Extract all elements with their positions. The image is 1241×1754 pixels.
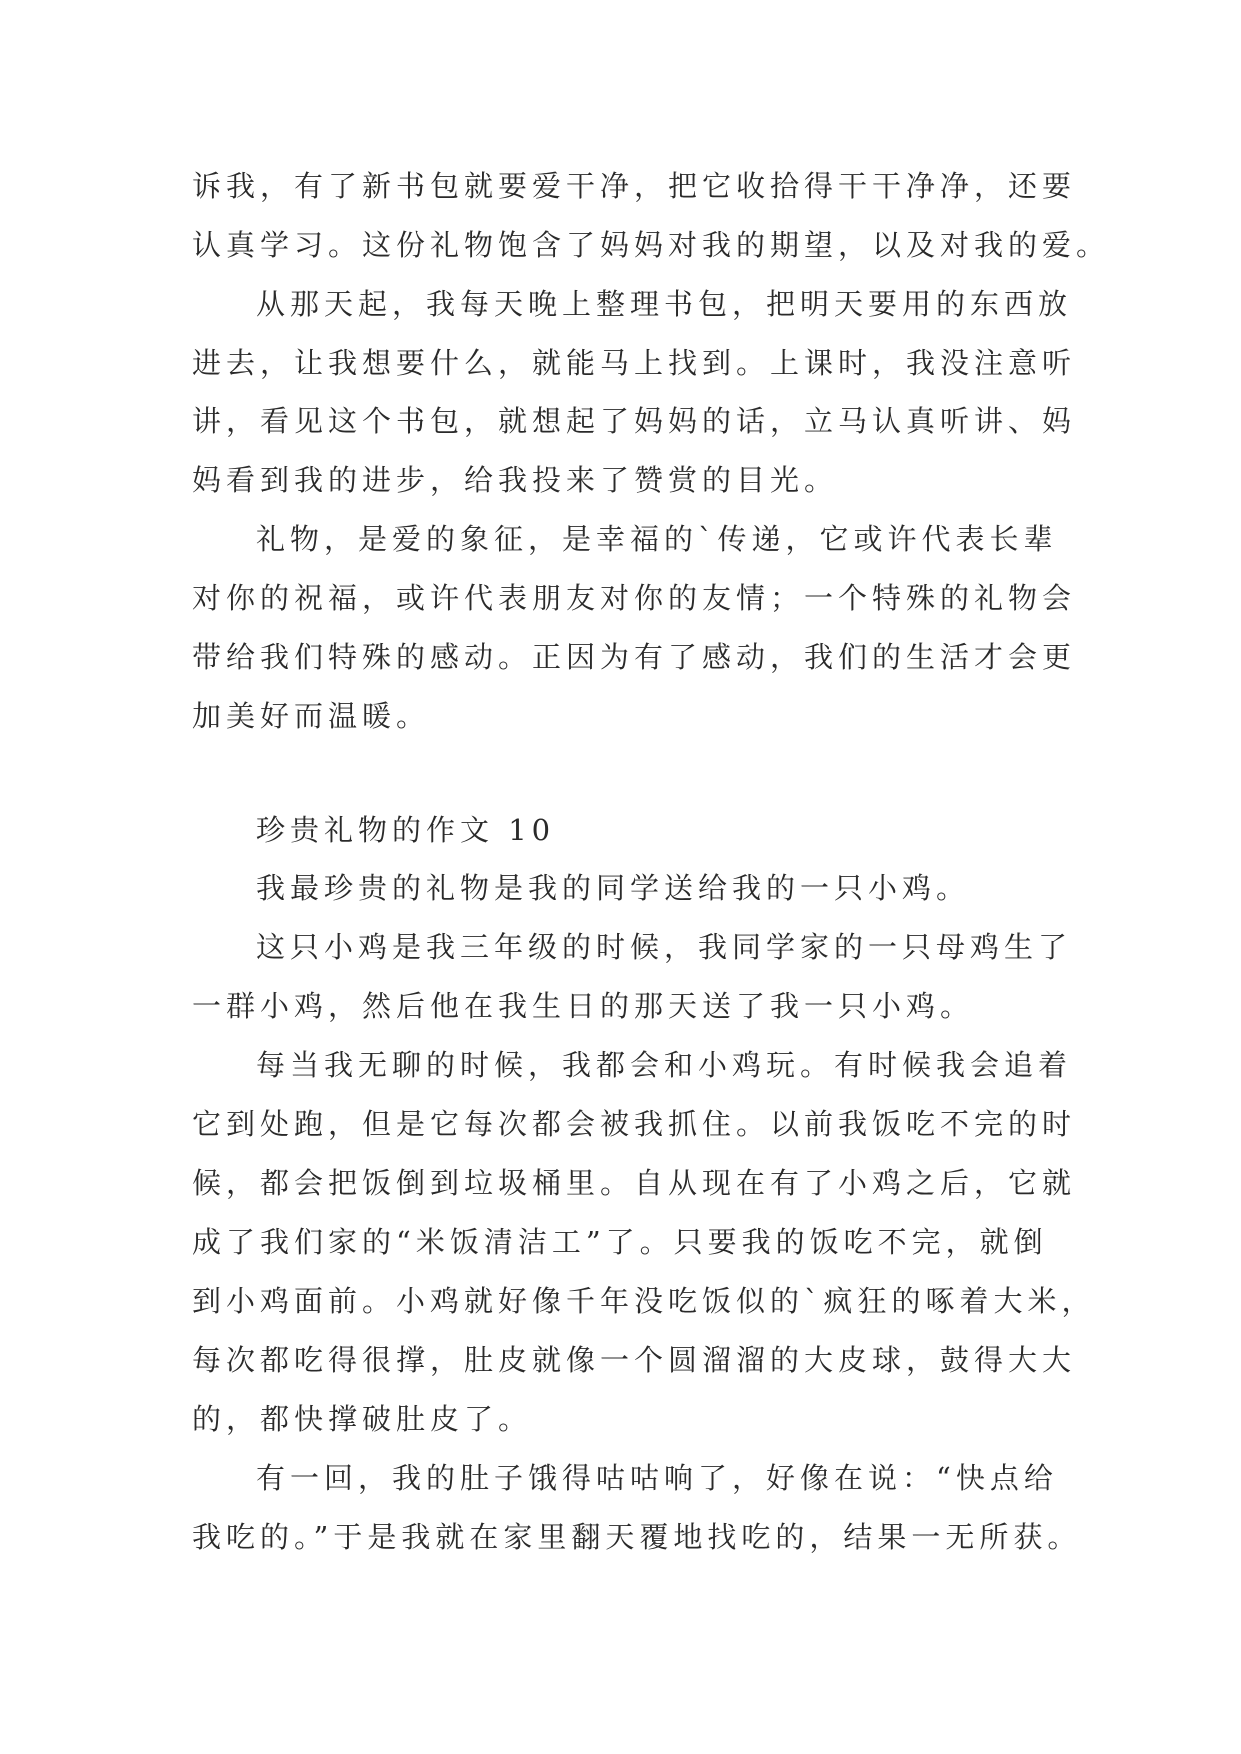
- paragraph-start: 从那天起，我每天晚上整理书包，把明天要用的东西放: [256, 287, 1073, 321]
- text-line: 成了我们家的“米饭清洁工”了。只要我的饭吃不完，就倒: [192, 1225, 1048, 1259]
- paragraph-start: 我最珍贵的礼物是我的同学送给我的一只小鸡。: [256, 871, 971, 905]
- text-line: 认真学习。这份礼物饱含了妈妈对我的期望，以及对我的爱。: [192, 228, 1111, 262]
- text-line: 一群小鸡，然后他在我生日的那天送了我一只小鸡。: [192, 989, 975, 1023]
- text-line: 它到处跑，但是它每次都会被我抓住。以前我饭吃不完的时: [192, 1107, 1077, 1141]
- text-line: 的，都快撑破肚皮了。: [192, 1402, 533, 1436]
- text-line: 对你的祝福，或许代表朋友对你的友情；一个特殊的礼物会: [192, 581, 1077, 615]
- text-line: 每次都吃得很撑，肚皮就像一个圆溜溜的大皮球，鼓得大大: [192, 1343, 1077, 1377]
- text-line: 到小鸡面前。小鸡就好像千年没吃饭似的`疯狂的啄着大米，: [192, 1284, 1096, 1318]
- paragraph-start: 每当我无聊的时候，我都会和小鸡玩。有时候我会追着: [256, 1048, 1073, 1082]
- text-line: 诉我，有了新书包就要爱干净，把它收拾得干干净净，还要: [192, 169, 1077, 203]
- text-line: 候，都会把饭倒到垃圾桶里。自从现在有了小鸡之后，它就: [192, 1166, 1077, 1200]
- text-line: 带给我们特殊的感动。正因为有了感动，我们的生活才会更: [192, 640, 1077, 674]
- paragraph-start: 这只小鸡是我三年级的时候，我同学家的一只母鸡生了: [256, 930, 1073, 964]
- text-line: 加美好而温暖。: [192, 699, 431, 733]
- text-line: 妈看到我的进步，给我投来了赞赏的目光。: [192, 463, 839, 497]
- section-title: 珍贵礼物的作文 10: [256, 813, 556, 847]
- text-line: 我吃的。”于是我就在家里翻天覆地找吃的，结果一无所获。: [192, 1520, 1082, 1554]
- paragraph-start: 有一回，我的肚子饿得咕咕响了，好像在说：“快点给: [256, 1461, 1058, 1495]
- text-line: 进去，让我想要什么，就能马上找到。上课时，我没注意听: [192, 346, 1077, 380]
- text-line: 讲，看见这个书包，就想起了妈妈的话，立马认真听讲、妈: [192, 404, 1077, 438]
- paragraph-start: 礼物，是爱的象征，是幸福的`传递，它或许代表长辈: [256, 522, 1058, 556]
